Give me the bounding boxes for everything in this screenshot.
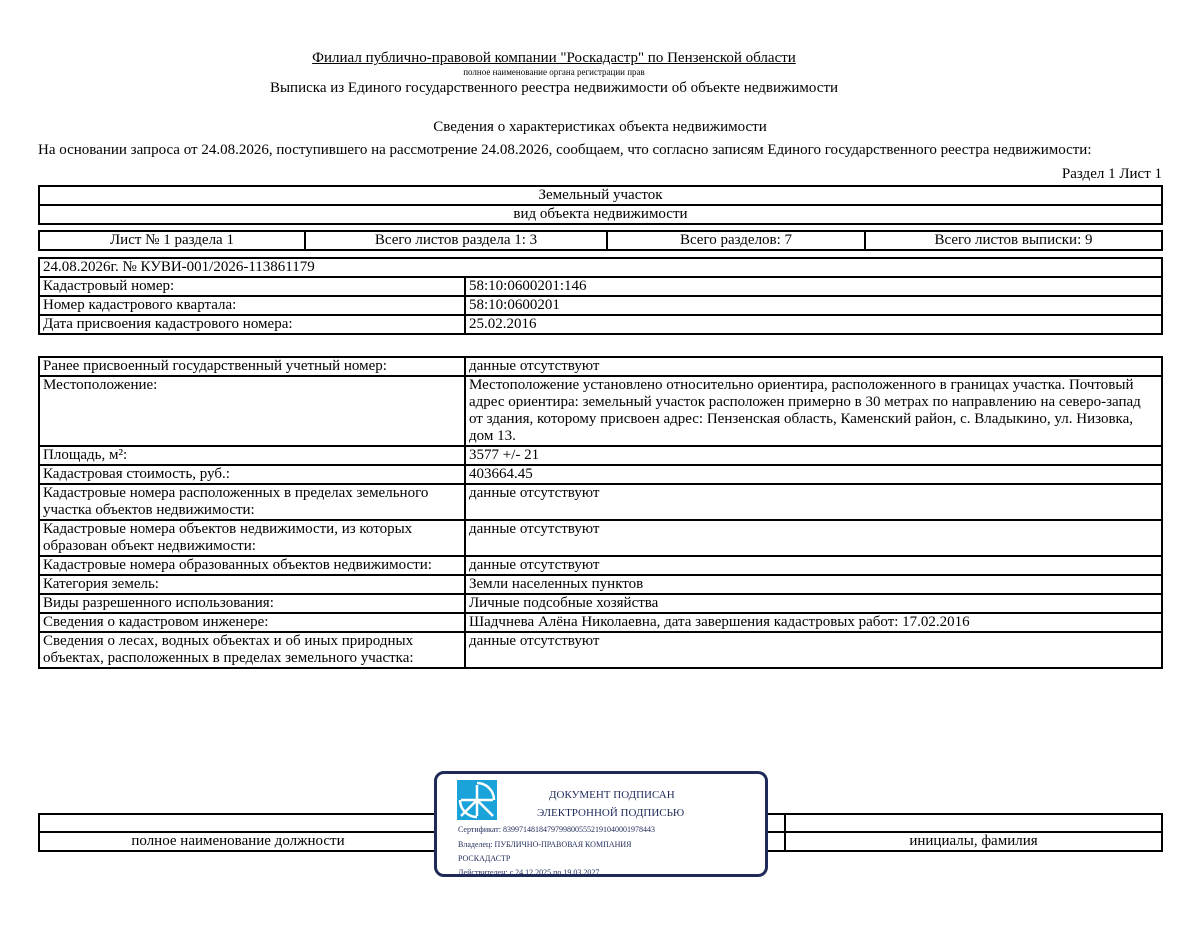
stamp-validity: Действителен: с 24.12.2025 по 19.03.2027	[458, 868, 600, 877]
extract-number: 24.08.2026г. № КУВИ-001/2026-113861179	[39, 258, 1162, 277]
row-label: Виды разрешенного использования:	[39, 594, 465, 613]
row-label: Номер кадастрового квартала:	[39, 296, 465, 315]
table-row	[39, 632, 1162, 668]
document-title: Выписка из Единого государственного реестра недвижимости об объекте недвижимости	[269, 80, 839, 96]
sections-total: Всего разделов: 7	[607, 231, 865, 250]
row-label: Кадастровая стоимость, руб.:	[39, 465, 465, 484]
table-row	[39, 446, 1162, 465]
stamp-subtitle: ЭЛЕКТРОННОЙ ПОДПИСЬЮ	[537, 807, 685, 819]
table-row	[39, 465, 1162, 484]
row-label: Площадь, м²:	[39, 446, 465, 465]
stamp-title: ДОКУМЕНТ ПОДПИСАН	[549, 789, 675, 801]
roskadastr-logo-icon	[457, 780, 497, 820]
row-value: Шадчнева Алёна Николаевна, дата завершения кадастровых работ: 17.02.2016	[465, 613, 1162, 632]
properties-table	[38, 356, 1163, 669]
row-value: данные отсутствуют	[465, 520, 1162, 556]
name-label: инициалы, фамилия	[785, 832, 1162, 851]
row-label: Кадастровые номера расположенных в пределах земельного участка объектов недвижимости:	[39, 484, 465, 520]
row-value: 3577 +/- 21	[465, 446, 1162, 465]
sheet-number: Лист № 1 раздела 1	[39, 231, 305, 250]
org-name: Филиал публично-правовой компании "Роскадастр" по Пензенской области	[312, 50, 796, 66]
sheets-table	[38, 230, 1163, 251]
document-subtitle: Сведения о характеристиках объекта недвижимости	[433, 119, 767, 135]
stamp-certificate: Сертификат: 83997148184797998005552191040001978443	[458, 825, 655, 834]
row-value: данные отсутствуют	[465, 556, 1162, 575]
row-value: 58:10:0600201	[465, 296, 1162, 315]
section-sheets-total: Всего листов раздела 1: 3	[305, 231, 607, 250]
table-row	[39, 520, 1162, 556]
row-label: Сведения о кадастровом инженере:	[39, 613, 465, 632]
row-label: Местоположение:	[39, 376, 465, 446]
table-row	[39, 277, 1162, 296]
name-cell	[785, 814, 1162, 832]
extract-sheets-total: Всего листов выписки: 9	[865, 231, 1162, 250]
position-cell	[39, 814, 437, 832]
table-row	[39, 357, 1162, 376]
table-row	[39, 296, 1162, 315]
table-row	[39, 376, 1162, 446]
row-label: Кадастровый номер:	[39, 277, 465, 296]
identification-table	[38, 257, 1163, 335]
object-type: Земельный участок	[39, 186, 1162, 205]
table-row	[39, 613, 1162, 632]
row-value: данные отсутствуют	[465, 632, 1162, 668]
row-value: Личные подсобные хозяйства	[465, 594, 1162, 613]
row-label: Кадастровые номера объектов недвижимости, из которых образован объект недвижимости:	[39, 520, 465, 556]
table-row	[39, 556, 1162, 575]
section-label: Раздел 1 Лист 1	[1061, 166, 1162, 182]
row-value: данные отсутствуют	[465, 484, 1162, 520]
position-label: полное наименование должности	[39, 832, 437, 851]
row-label: Дата присвоения кадастрового номера:	[39, 315, 465, 334]
stamp-owner: Владелец: ПУБЛИЧНО-ПРАВОВАЯ КОМПАНИЯ	[458, 840, 632, 849]
row-value: 403664.45	[465, 465, 1162, 484]
table-row	[39, 484, 1162, 520]
row-value: данные отсутствуют	[465, 357, 1162, 376]
row-label: Кадастровые номера образованных объектов недвижимости:	[39, 556, 465, 575]
object-type-table	[38, 185, 1163, 225]
intro-text: На основании запроса от 24.08.2026, поступившего на рассмотрение 24.08.2026, сообщаем, что согласно записям Единого государственного реестра недвижимости:	[38, 142, 1092, 158]
org-caption: полное наименование органа регистрации прав	[463, 67, 645, 77]
row-label: Ранее присвоенный государственный учетный номер:	[39, 357, 465, 376]
stamp-owner-name: РОСКАДАСТР	[458, 854, 511, 863]
table-row	[39, 315, 1162, 334]
row-value: 58:10:0600201:146	[465, 277, 1162, 296]
row-value: Земли населенных пунктов	[465, 575, 1162, 594]
electronic-signature-stamp	[434, 771, 768, 877]
row-value: Местоположение установлено относительно ориентира, расположенного в границах участка. Почтовый адрес ориентира: земельный участок расположен примерно в 30 метрах по направлению на северо-запад от здания, которому присвоен адрес: Пензенская область, Каменский район, с. Владыкино, ул. Низовка, дом 13.	[465, 376, 1162, 446]
object-type-caption: вид объекта недвижимости	[39, 205, 1162, 224]
table-row	[39, 575, 1162, 594]
row-label: Категория земель:	[39, 575, 465, 594]
row-label: Сведения о лесах, водных объектах и об иных природных объектах, расположенных в пределах земельного участка:	[39, 632, 465, 668]
table-row	[39, 594, 1162, 613]
row-value: 25.02.2016	[465, 315, 1162, 334]
